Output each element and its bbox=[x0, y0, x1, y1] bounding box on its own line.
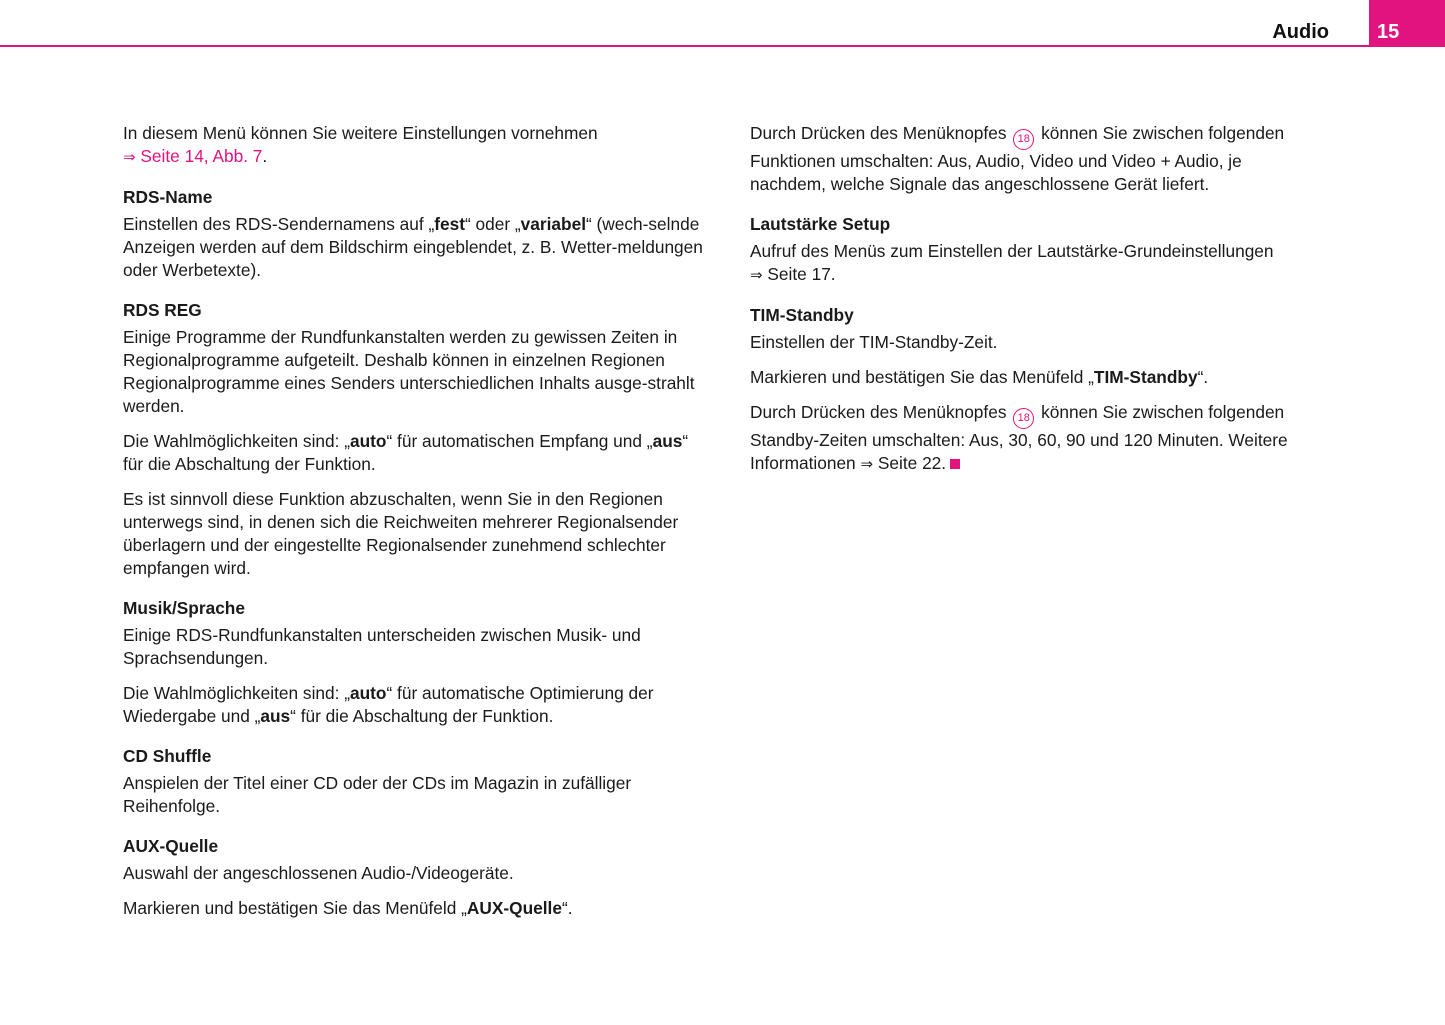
header-rule bbox=[0, 45, 1445, 47]
page-reference: Seite 22. bbox=[877, 453, 947, 473]
section-end-square-icon bbox=[950, 459, 960, 469]
arrow-right-icon: ⇒ bbox=[860, 455, 874, 473]
page-reference-link[interactable]: Seite 14, Abb. 7 bbox=[140, 146, 263, 166]
section-title-rds-reg: RDS REG bbox=[123, 300, 202, 320]
rds-reg-paragraph-1: Einige Programme der Rundfunkanstalten werden zu gewissen Zeiten in Regionalprogramme aufgeteilt. Deshalb können in einzelnen Regionen Regionalprogramme eines Senders unterschiedlichen Inhalts ausge-strahlt werden. bbox=[123, 327, 695, 416]
page-number: 15 bbox=[1377, 21, 1400, 43]
cd-shuffle-paragraph: Anspielen der Titel einer CD oder der CDs im Magazin in zufälliger Reihenfolge. bbox=[123, 773, 632, 816]
tim-paragraph-2: Markieren und bestätigen Sie das Menüfeld „TIM-Standby“. bbox=[750, 367, 1209, 387]
left-column bbox=[123, 122, 703, 932]
arrow-right-icon: ⇒ bbox=[750, 266, 763, 284]
arrow-right-icon: ⇒ bbox=[123, 148, 136, 166]
rds-reg-paragraph-2: Die Wahlmöglichkeiten sind: „auto“ für automatischen Empfang und „aus“ für die Abschaltung der Funktion. bbox=[123, 431, 689, 474]
aux-functions-paragraph: Durch Drücken des Menüknopfes 18 können Sie zwischen folgenden Funktionen umschalten: Aus, Audio, Video und Video + Audio, je nachdem, welche Signale das angeschlossene Gerät liefert. bbox=[750, 123, 1285, 194]
aux-paragraph-2: Markieren und bestätigen Sie das Menüfeld „AUX-Quelle“. bbox=[123, 898, 573, 918]
rds-reg-paragraph-3: Es ist sinnvoll diese Funktion abzuschalten, wenn Sie in den Regionen unterwegs sind, in denen sich die Reichweiten mehrerer Regionalsender überlagern und der eingestellte Regionalsender zunehmend schlechter empfangen wird. bbox=[123, 489, 679, 578]
rds-name-paragraph: Einstellen des RDS-Sendernamens auf „fest“ oder „variabel“ (wech-selnde Anzeigen werden auf dem Bildschirm eingeblendet, z. B. Wetter-meldungen oder Werbetexte). bbox=[123, 214, 703, 280]
chapter-title: Audio bbox=[1272, 21, 1329, 43]
page-number-box bbox=[1369, 0, 1445, 47]
section-title-tim-standby: TIM-Standby bbox=[750, 305, 854, 325]
page-reference: Seite 17. bbox=[767, 264, 836, 284]
aux-paragraph-1: Auswahl der angeschlossenen Audio-/Videogeräte. bbox=[123, 863, 514, 883]
musik-paragraph-2: Die Wahlmöglichkeiten sind: „auto“ für automatische Optimierung der Wiedergabe und „aus“ für die Abschaltung der Funktion. bbox=[123, 683, 654, 726]
menu-knob-18-icon: 18 bbox=[1013, 129, 1034, 150]
lautstaerke-paragraph: Aufruf des Menüs zum Einstellen der Lautstärke-Grundeinstellungen ⇒ Seite 17. bbox=[750, 241, 1274, 284]
intro-paragraph: In diesem Menü können Sie weitere Einstellungen vornehmen ⇒ Seite 14, Abb. 7. bbox=[123, 123, 598, 166]
section-title-aux: AUX-Quelle bbox=[123, 836, 219, 856]
tim-paragraph-1: Einstellen der TIM-Standby-Zeit. bbox=[750, 332, 998, 352]
tim-paragraph-3: Durch Drücken des Menüknopfes 18 können Sie zwischen folgenden Standby-Zeiten umschalten: Aus, 30, 60, 90 und 120 Minuten. Weitere Informationen ⇒ Seite 22. bbox=[750, 402, 1288, 473]
musik-paragraph-1: Einige RDS-Rundfunkanstalten unterscheiden zwischen Musik- und Sprachsendungen. bbox=[123, 625, 641, 668]
section-title-lautstaerke: Lautstärke Setup bbox=[750, 214, 891, 234]
menu-knob-18-icon: 18 bbox=[1013, 408, 1034, 429]
section-title-rds-name: RDS-Name bbox=[123, 187, 213, 207]
right-column bbox=[750, 122, 1320, 488]
section-title-cd-shuffle: CD Shuffle bbox=[123, 746, 212, 766]
section-title-musik: Musik/Sprache bbox=[123, 598, 245, 618]
